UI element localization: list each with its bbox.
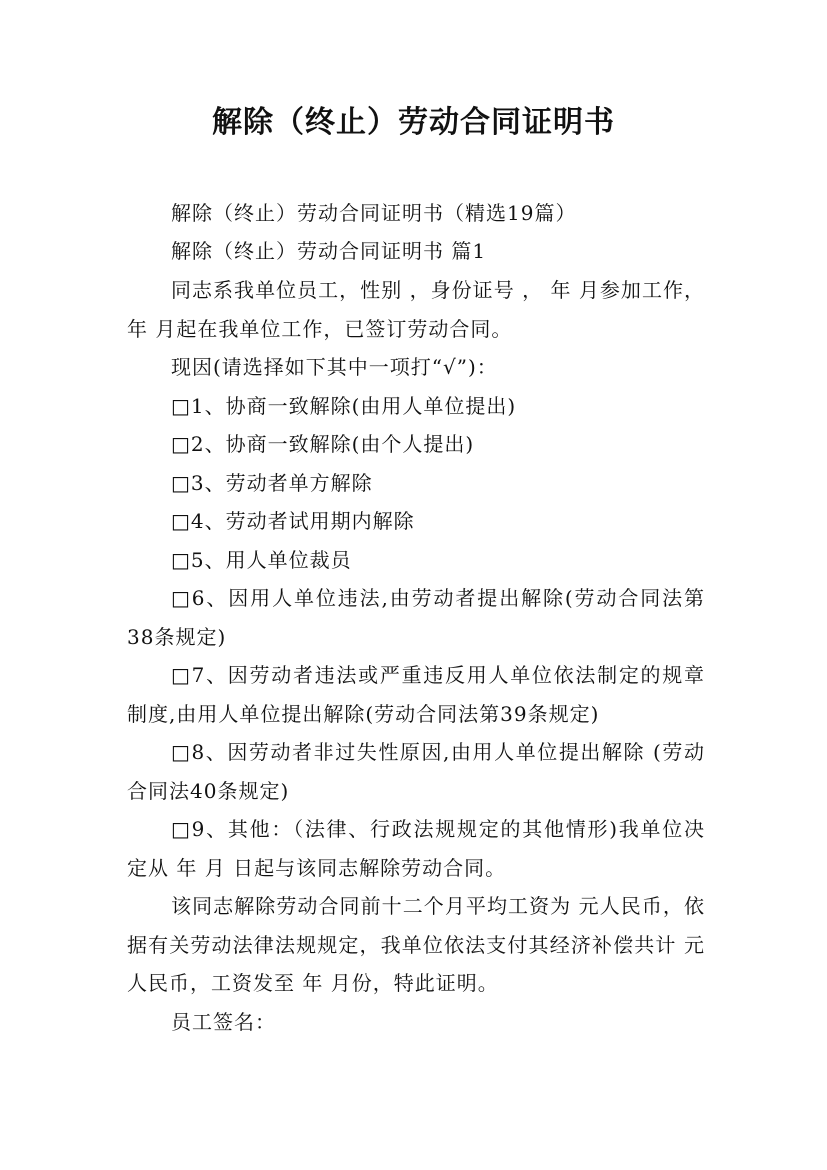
section-heading-paragraph: 解除（终止）劳动合同证明书 篇1 xyxy=(171,239,487,263)
employee-signature-label: 员工签名： xyxy=(171,1010,276,1034)
option-2-paragraph: □2、协商一致解除(由个人提出) xyxy=(171,432,475,456)
document-title: 解除（终止）劳动合同证明书 xyxy=(212,105,615,140)
option-5-paragraph: □5、用人单位裁员 xyxy=(171,548,352,572)
reason-prompt-paragraph: 现因(请选择如下其中一项打“√”)： xyxy=(171,355,498,379)
option-3-paragraph: □3、劳动者单方解除 xyxy=(171,471,373,495)
compensation-paragraph: 该同志解除劳动合同前十二个月平均工资为 元人民币，依据有关劳动法律法规规定，我单位依法支付其经济补偿共计 元人民币，工资发至 年 月份，特此证明。 xyxy=(127,894,705,995)
option-1-paragraph: □1、协商一致解除(由用人单位提出) xyxy=(171,394,517,418)
employee-info-paragraph: 同志系我单位员工，性别 ，身份证号 ， 年 月参加工作， 年 月起在我单位工作，已签订劳动合同。 xyxy=(127,278,705,341)
option-9-paragraph: □9、其他：（法律、行政法规规定的其他情形)我单位决定从 年 月 日起与该同志解除劳动合同。 xyxy=(127,817,705,880)
option-4-paragraph: □4、劳动者试用期内解除 xyxy=(171,509,415,533)
option-6-paragraph: □6、因用人单位违法,由劳动者提出解除(劳动合同法第38条规定) xyxy=(127,586,705,649)
subtitle-paragraph: 解除（终止）劳动合同证明书（精选19篇） xyxy=(171,201,577,225)
option-7-paragraph: □7、因劳动者违法或严重违反用人单位依法制定的规章制度,由用人单位提出解除(劳动合同法第39条规定) xyxy=(127,663,705,726)
option-8-paragraph: □8、因劳动者非过失性原因,由用人单位提出解除 (劳动合同法40条规定) xyxy=(127,740,705,803)
